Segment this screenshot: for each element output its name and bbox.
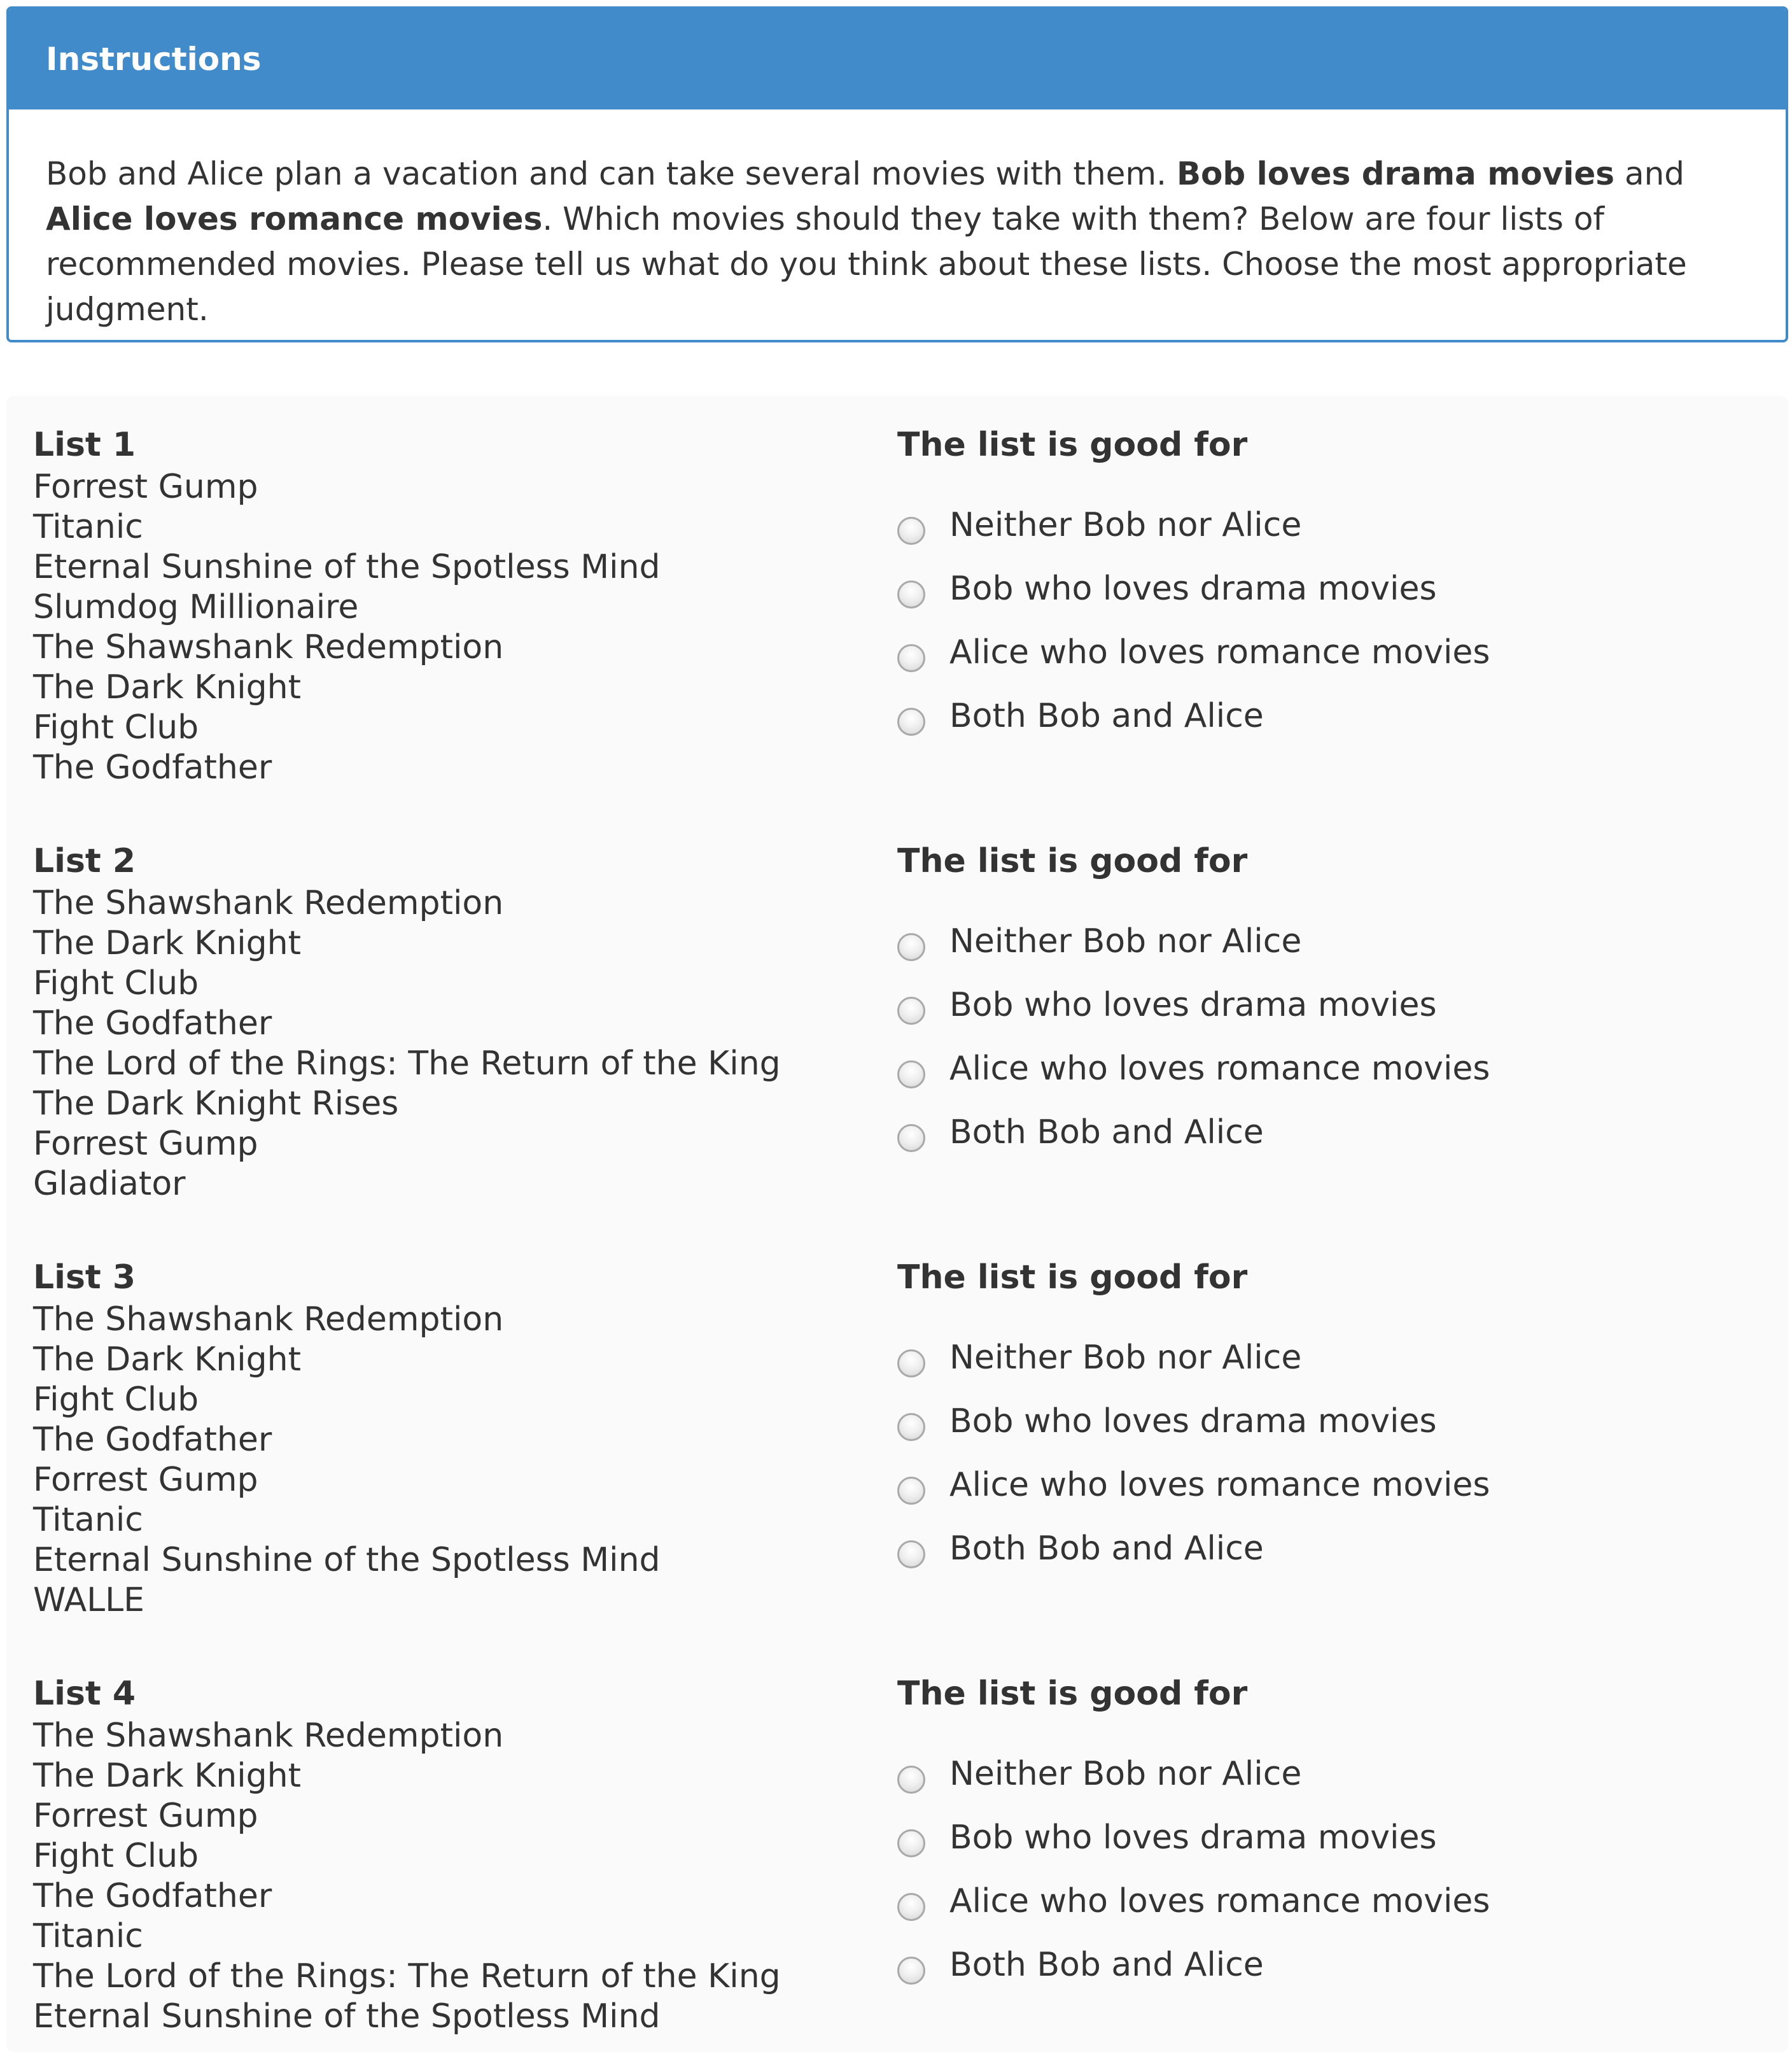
radio-button[interactable] [897,1540,925,1568]
radio-group-list-3 [897,1335,1490,1590]
radio-button[interactable] [897,1349,925,1377]
option-alice[interactable] [897,630,1490,694]
radio-button[interactable] [897,644,925,672]
movie-item: The Lord of the Rings: The Return of the King [33,1957,781,1995]
radio-group-list-1 [897,503,1490,757]
movie-item: The Godfather [33,1004,272,1043]
list-block-2 [6,812,1788,1228]
option-label[interactable]: Alice who loves romance movies [949,1466,1490,1504]
option-label[interactable]: Bob who loves drama movies [949,1402,1437,1440]
radio-button[interactable] [897,1766,925,1794]
movie-item: Fight Club [33,708,199,747]
option-label[interactable]: Bob who loves drama movies [949,570,1437,608]
movie-item: Slumdog Millionaire [33,588,359,626]
radio-button[interactable] [897,580,925,608]
option-alice[interactable] [897,1463,1490,1526]
radio-button[interactable] [897,1060,925,1088]
radio-button[interactable] [897,708,925,736]
option-label[interactable]: Bob who loves drama movies [949,986,1437,1024]
movie-item: The Godfather [33,1421,272,1459]
list-block-3 [6,1228,1788,1645]
movie-list-2 [33,839,781,1204]
option-alice[interactable] [897,1046,1490,1110]
movie-list-4 [33,1671,781,2037]
option-label[interactable]: Alice who loves romance movies [949,1050,1490,1088]
movie-item: Titanic [33,1917,143,1955]
movie-item: The Godfather [33,1877,272,1915]
movie-item: Eternal Sunshine of the Spotless Mind [33,1541,661,1579]
movie-item: Gladiator [33,1165,186,1203]
radio-button[interactable] [897,997,925,1025]
radio-button[interactable] [897,1893,925,1921]
movie-item: The Shawshank Redemption [33,628,504,666]
option-label[interactable]: Both Bob and Alice [949,1113,1264,1151]
list-title: List 4 [33,1675,136,1713]
question-title: The list is good for [897,1675,1248,1713]
question-title: The list is good for [897,1258,1248,1297]
list-title: List 3 [33,1258,136,1297]
radio-group-list-2 [897,919,1490,1174]
movie-item: Forrest Gump [33,1461,258,1499]
movie-item: Fight Club [33,1381,199,1419]
radio-group-list-4 [897,1752,1490,2006]
option-bob[interactable] [897,983,1437,1046]
option-label[interactable]: Both Bob and Alice [949,1946,1264,1984]
instructions-text-part-2: and [1614,155,1685,192]
option-neither[interactable] [897,1752,1302,1815]
instructions-bob-preference: Bob loves drama movies [1176,155,1615,192]
instructions-alice-preference: Alice loves romance movies [46,200,543,237]
radio-button[interactable] [897,1413,925,1441]
option-label[interactable]: Both Bob and Alice [949,697,1264,735]
judgment-question-2 [897,839,1490,1174]
movie-item: The Dark Knight [33,1757,302,1795]
option-bob[interactable] [897,566,1437,630]
list-block-1 [6,396,1788,812]
question-title: The list is good for [897,842,1248,880]
radio-button[interactable] [897,933,925,961]
movie-item: Eternal Sunshine of the Spotless Mind [33,548,661,586]
list-block-4 [6,1645,1788,2061]
list-title: List 1 [33,426,136,464]
option-label[interactable]: Neither Bob nor Alice [949,1339,1302,1377]
option-neither[interactable] [897,919,1302,983]
option-label[interactable]: Bob who loves drama movies [949,1818,1437,1857]
option-label[interactable]: Alice who loves romance movies [949,1882,1490,1920]
option-label[interactable]: Neither Bob nor Alice [949,922,1302,960]
movie-item: The Dark Knight [33,1340,302,1379]
movie-item: Titanic [33,508,143,546]
movie-item: The Dark Knight Rises [33,1085,399,1123]
movie-item: Forrest Gump [33,468,258,506]
judgment-question-4 [897,1671,1490,2006]
option-both[interactable] [897,1110,1264,1174]
movie-list-3 [33,1255,661,1621]
instructions-text-part-1: Bob and Alice plan a vacation and can take several movies with them. [46,155,1177,192]
movie-item: The Lord of the Rings: The Return of the King [33,1045,781,1083]
option-both[interactable] [897,1943,1264,2006]
option-bob[interactable] [897,1399,1437,1463]
movie-item: The Dark Knight [33,924,302,962]
movie-list-1 [33,423,661,788]
option-label[interactable]: Both Bob and Alice [949,1530,1264,1568]
movie-item: The Godfather [33,749,272,787]
survey-panel [6,396,1788,2052]
movie-item: The Dark Knight [33,668,302,707]
movie-item: Fight Club [33,1837,199,1875]
radio-button[interactable] [897,1477,925,1505]
radio-button[interactable] [897,1124,925,1152]
instructions-header: Instructions [9,9,1786,109]
movie-item: Forrest Gump [33,1125,258,1163]
movie-item: The Shawshank Redemption [33,884,504,922]
option-neither[interactable] [897,1335,1302,1399]
movie-item: Eternal Sunshine of the Spotless Mind [33,1997,661,2036]
list-title: List 2 [33,842,136,880]
movie-item: The Shawshank Redemption [33,1717,504,1755]
option-both[interactable] [897,1526,1264,1590]
movie-item: Forrest Gump [33,1797,258,1835]
radio-button[interactable] [897,1957,925,1985]
judgment-question-3 [897,1255,1490,1590]
movie-item: The Shawshank Redemption [33,1300,504,1339]
instructions-panel [6,6,1788,342]
option-label[interactable]: Neither Bob nor Alice [949,506,1302,544]
option-label[interactable]: Neither Bob nor Alice [949,1755,1302,1793]
instructions-text-part-3: . Which movies should they take with them? Below are four lists of recommended movies. Please tell us what do you think about these lists. Choose the most appropriate judgment. [46,200,1687,328]
question-title: The list is good for [897,426,1248,464]
radio-button[interactable] [897,1829,925,1857]
movie-item: WALLE [33,1581,144,1619]
option-bob[interactable] [897,1815,1437,1879]
radio-button[interactable] [897,517,925,545]
judgment-question-1 [897,423,1490,757]
option-neither[interactable] [897,503,1302,566]
instructions-text [9,109,1786,332]
option-alice[interactable] [897,1879,1490,1943]
movie-item: Fight Club [33,964,199,1002]
option-label[interactable]: Alice who loves romance movies [949,633,1490,672]
movie-item: Titanic [33,1501,143,1539]
option-both[interactable] [897,694,1264,757]
